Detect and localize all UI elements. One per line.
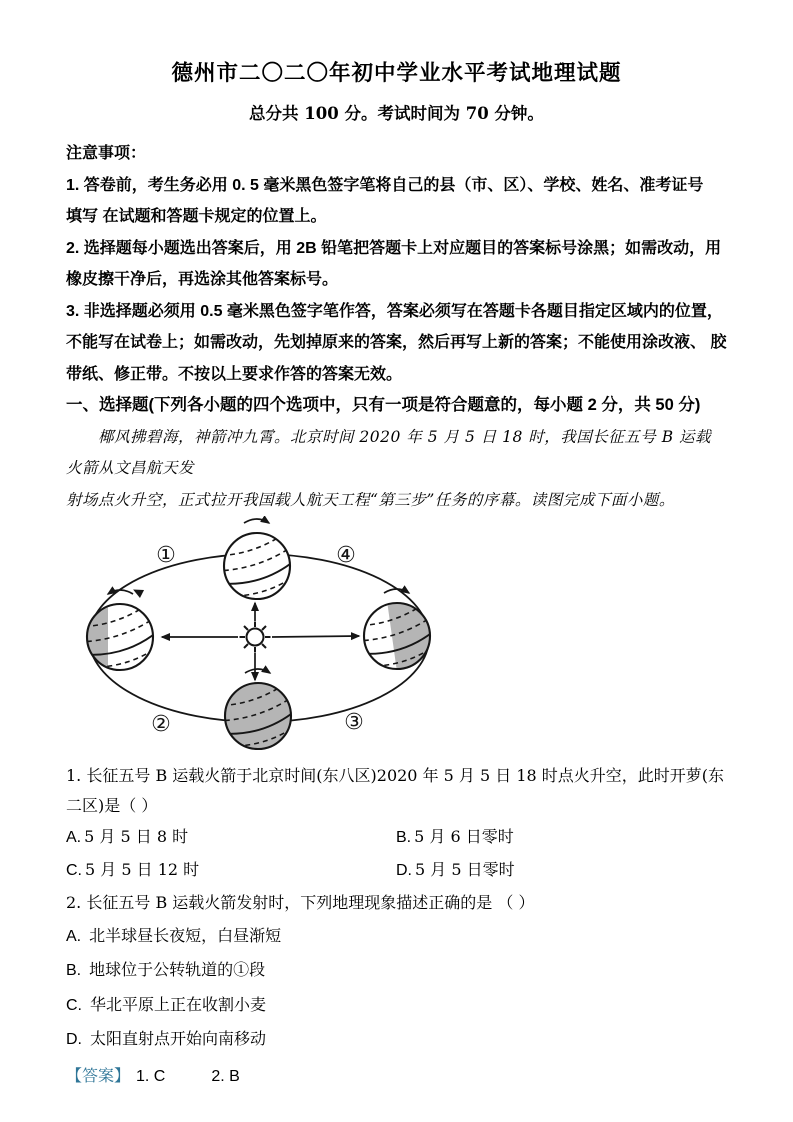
option-2b-label: B. bbox=[66, 962, 82, 979]
option-2d-text: 太阳直射点开始向南移动 bbox=[90, 1029, 267, 1048]
answer-row bbox=[66, 1060, 727, 1093]
notice-item-3-line-1: 3. 非选择题必须用 0.5 毫米黑色签字笔作答，答案必须写在答题卡各题目指定区域内的位置， bbox=[66, 302, 723, 320]
answer-item-1: 1. C bbox=[136, 1067, 166, 1085]
notice-item-2-line-2: 橡皮擦干净后，再选涂其他答案标号。 bbox=[66, 271, 339, 288]
notice-item-3-line-2: 不能写在试卷上；如需改动，先划掉原来的答案，然后再写上新的答案；不能使用涂改液、 胶 bbox=[66, 334, 727, 351]
question-1-stem: 1. 长征五号 B 运载火箭于北京时间(东八区)2020 年 5 月 5 日 18 时点火升空，此时开萝(东二区)是（ ） bbox=[66, 766, 725, 815]
rotation-arrow-icon bbox=[384, 589, 409, 593]
option-1a bbox=[66, 821, 396, 854]
earth-globe-top bbox=[219, 519, 296, 601]
option-2a bbox=[66, 919, 727, 954]
option-2a-text: 北半球昼长夜短，白昼渐短 bbox=[89, 925, 282, 945]
option-1d-text: 5 月 5 日零时 bbox=[415, 859, 515, 879]
question-1-options-row-2 bbox=[66, 854, 727, 887]
rotation-arrow-icon bbox=[108, 590, 133, 594]
question-2-stem: 2. 长征五号 B 运载火箭发射时，下列地理现象描述正确的是 （ ） bbox=[66, 893, 535, 912]
question-1 bbox=[66, 761, 727, 886]
option-1a-text: 5 月 5 日 8 时 bbox=[84, 827, 189, 846]
orbit-position-label-1: ① bbox=[156, 543, 176, 568]
orbit-position-label-2: ② bbox=[151, 712, 171, 737]
orbit-diagram-svg bbox=[62, 516, 472, 753]
notice-item-1-line-2: 填写 在试题和答题卡规定的位置上。 bbox=[66, 208, 327, 225]
option-1c-label: C. bbox=[66, 861, 82, 879]
notice-item-2-line-1: 2. 选择题每小题选出答案后，用 2B 铅笔把答题卡上对应题目的答案标号涂黑；如需改动，用 bbox=[66, 239, 722, 257]
earth-revolution-diagram bbox=[62, 516, 727, 753]
notice-item-1-line-1: 1. 答卷前，考生务必用 0. 5 毫米黑色签字笔将自己的县（市、区）、学校、姓名、准考证号 bbox=[66, 176, 704, 194]
orbit-position-label-4: ④ bbox=[336, 543, 356, 568]
option-2b-text: 地球位于公转轨道的①段 bbox=[89, 960, 266, 979]
option-2c bbox=[66, 988, 727, 1023]
option-1b-text: 5 月 6 日零时 bbox=[414, 827, 514, 846]
answer-tag: 【答案】 bbox=[66, 1065, 131, 1085]
answer-item-2: 2. B bbox=[211, 1067, 240, 1085]
passage-line-1: 椰风拂碧海，神箭冲九霄。北京时间 2020 年 5 月 5 日 18 时，我国长征五号 B 运载火箭从文昌航天发 bbox=[66, 427, 712, 477]
question-2 bbox=[66, 887, 727, 1057]
rotation-arrow-icon bbox=[244, 519, 269, 523]
notice-section bbox=[66, 138, 727, 390]
intro-passage bbox=[66, 422, 727, 517]
page-subtitle: 总分共 100 分。考试时间为 70 分钟。 bbox=[249, 104, 544, 123]
option-2d bbox=[66, 1022, 727, 1057]
passage-line-2: 射场点火升空，正式拉开我国载人航天工程“第三步”任务的序幕。读图完成下面小题。 bbox=[66, 490, 675, 509]
option-1b-label: B. bbox=[396, 829, 412, 846]
earth-globe-right bbox=[359, 589, 436, 671]
option-1d-label: D. bbox=[396, 861, 412, 879]
option-2c-text: 华北平原上正在收割小麦 bbox=[90, 994, 267, 1014]
option-2c-label: C. bbox=[66, 996, 82, 1014]
section-heading: 一、选择题(下列各小题的四个选项中，只有一项是符合题意的，每小题 2 分，共 50 分) bbox=[66, 396, 701, 414]
notice-item-3-line-3: 带纸、修正带。不按以上要求作答的答案无效。 bbox=[66, 365, 403, 383]
option-2a-label: A. bbox=[66, 927, 82, 945]
option-2d-label: D. bbox=[66, 1031, 82, 1048]
option-1c bbox=[66, 854, 396, 887]
question-1-options-row-1 bbox=[66, 821, 727, 854]
earth-globe-bottom bbox=[220, 669, 297, 751]
rotation-arrow-icon bbox=[245, 669, 270, 673]
page-title: 德州市二〇二〇年初中学业水平考试地理试题 bbox=[171, 61, 622, 85]
notice-heading: 注意事项： bbox=[66, 145, 147, 162]
option-1b bbox=[396, 821, 514, 854]
sun-icon bbox=[240, 622, 271, 653]
option-1d bbox=[396, 854, 515, 887]
orbit-position-label-3: ③ bbox=[344, 710, 364, 735]
option-1c-text: 5 月 5 日 12 时 bbox=[85, 859, 200, 879]
option-2b bbox=[66, 953, 727, 988]
option-1a-label: A. bbox=[66, 829, 82, 846]
orbit-direction-arrow-icon bbox=[131, 585, 144, 598]
